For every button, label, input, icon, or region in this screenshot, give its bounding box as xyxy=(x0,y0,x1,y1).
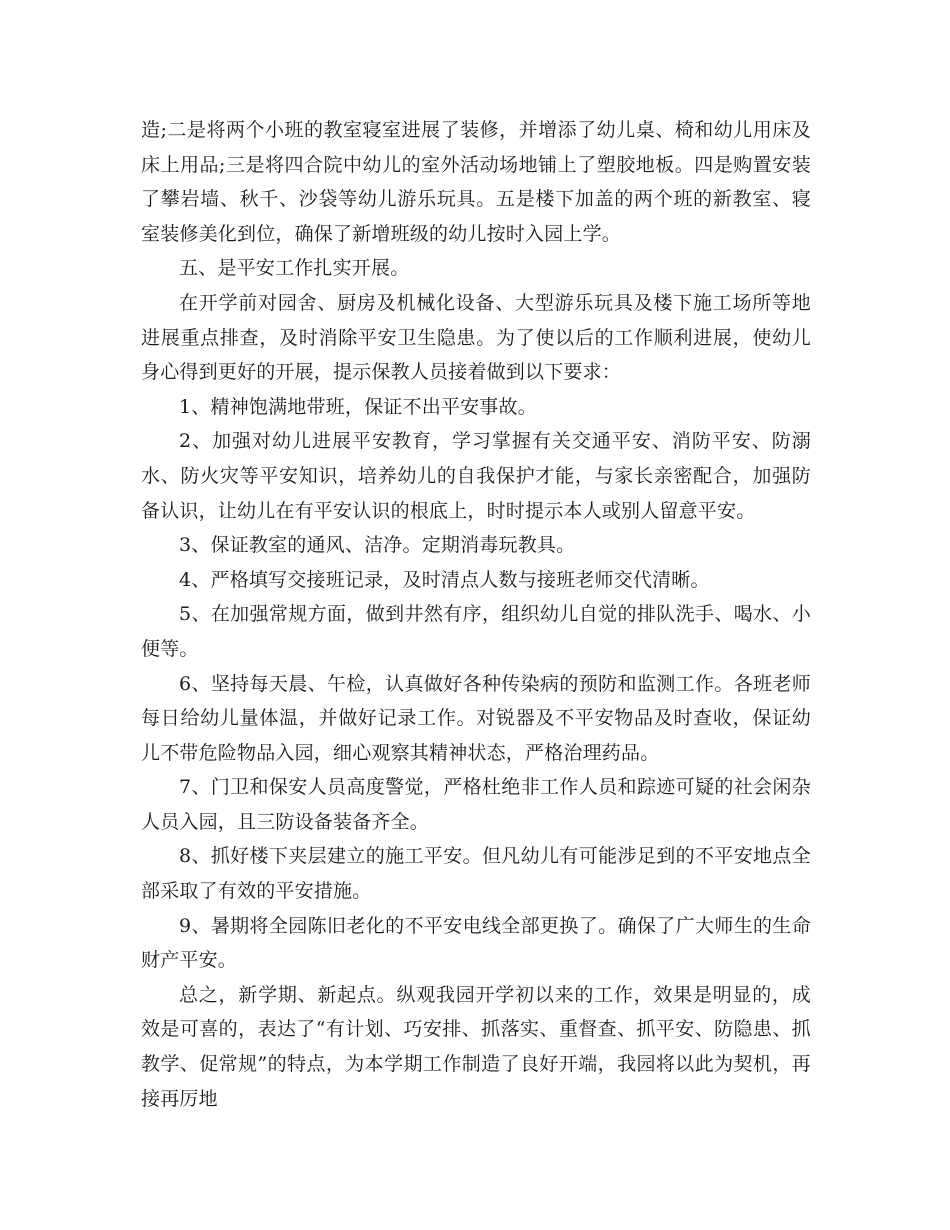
paragraph-summary: 总之，新学期、新起点。纵观我园开学初以来的工作，效果是明显的，成效是可喜的，表达了“有计划、巧安排、抓落实、重督查、抓平安、防隐患、抓教学、促常规”的特点，为本学期工作制造了良好开端，我园将以此为契机，再接再厉地 xyxy=(141,983,811,1110)
section-heading-safety: 五、是平安工作扎实开展。 xyxy=(179,257,410,280)
list-item-7: 7、门卫和保安人员高度警觉，严格杜绝非工作人员和踪迹可疑的社会闲杂人员入园，且三防设备装备齐全。 xyxy=(141,776,811,833)
list-item-8: 8、抓好楼下夹层建立的施工平安。但凡幼儿有可能涉足到的不平安地点全部采取了有效的平安措施。 xyxy=(141,845,811,903)
paragraph-safety-inspection: 在开学前对园舍、厨房及机械化设备、大型游乐玩具及楼下施工场所等地进展重点排查，及时消除平安卫生隐患。为了使以后的工作顺利进展，使幼儿身心得到更好的开展，提示保教人员接着做到以下要求： xyxy=(141,291,811,384)
list-item-5: 5、在加强常规方面，做到井然有序，组织幼儿自觉的排队洗手、喝水、小便等。 xyxy=(141,603,811,660)
list-item-1: 1、精神饱满地带班，保证不出平安事故。 xyxy=(179,395,537,418)
list-item-4: 4、严格填写交接班记录，及时清点人数与接班老师交代清晰。 xyxy=(179,568,710,591)
paragraph-renovation-continued: 造;二是将两个小班的教室寝室进展了装修，并增添了幼儿桌、椅和幼儿用床及床上用品;三是将四合院中幼儿的室外活动场地铺上了塑胶地板。四是购置安装了攀岩墙、秋千、沙袋等幼儿游乐玩具。五是楼下加盖的两个班的新教室、寝室装修美化到位，确保了新增班级的幼儿按时入园上学。 xyxy=(141,119,811,245)
list-item-2: 2、加强对幼儿进展平安教育，学习掌握有关交通平安、消防平安、防溺水、防火灾等平安知识，培养幼儿的自我保护才能，与家长亲密配合，加强防备认识，让幼儿在有平安认识的根底上，时时提示本人或别人留意平安。 xyxy=(141,430,811,522)
list-item-6: 6、坚持每天晨、午检，认真做好各种传染病的预防和监测工作。各班老师每日给幼儿量体温，并做好记录工作。对锐器及不平安物品及时查收，保证幼儿不带危险物品入园，细心观察其精神状态，严格治理药品。 xyxy=(141,672,811,764)
list-item-9: 9、暑期将全园陈旧老化的不平安电线全部更换了。确保了广大师生的生命财产平安。 xyxy=(141,914,811,972)
document-body xyxy=(141,113,811,1116)
list-item-3: 3、保证教室的通风、洁净。定期消毒玩教具。 xyxy=(179,534,576,557)
